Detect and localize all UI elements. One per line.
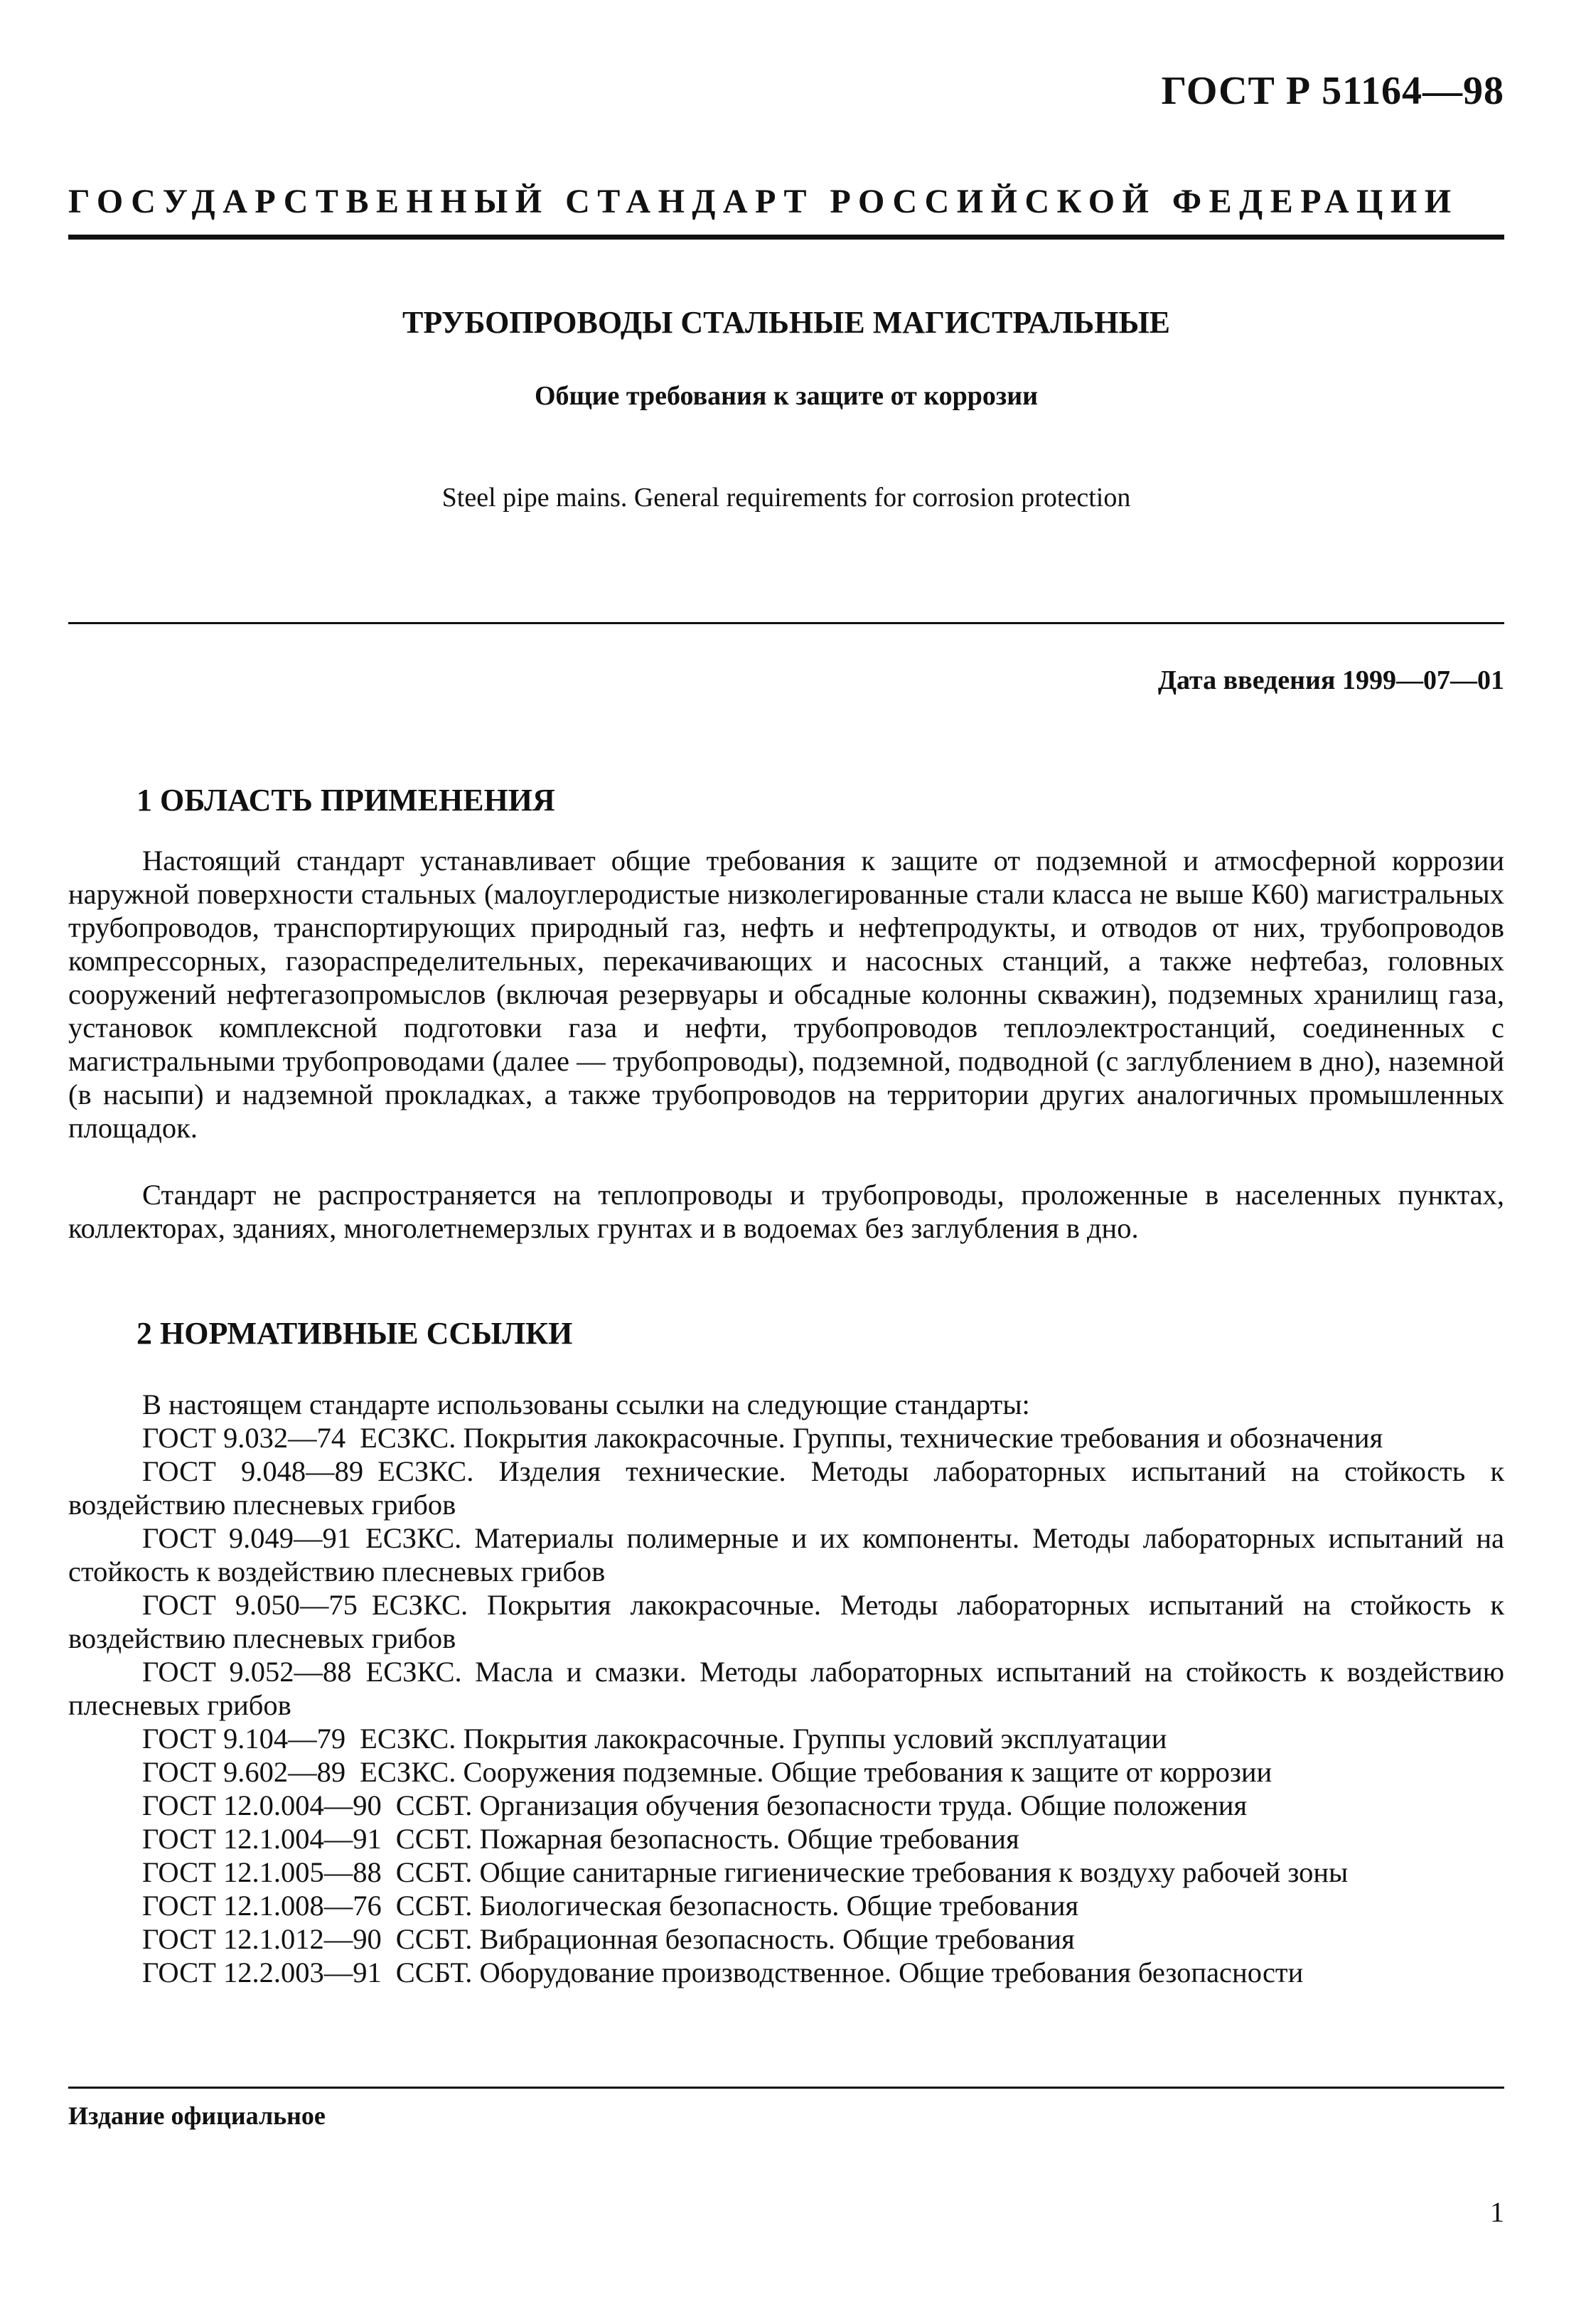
section-2-heading: 2 НОРМАТИВНЫЕ ССЫЛКИ [136, 1316, 573, 1351]
state-standard-header: ГОСУДАРСТВЕННЫЙ СТАНДАРТ РОССИЙСКОЙ ФЕДЕРАЦИИ [68, 183, 1459, 220]
reference-item: ГОСТ 12.1.008—76 ССБТ. Биологическая безопасность. Общие требования [142, 1890, 1079, 1922]
references-list [68, 1388, 1504, 1989]
edition-label: Издание официальное [68, 2101, 326, 2130]
introduction-date: Дата введения 1999—07—01 [1157, 665, 1504, 695]
header-divider [68, 235, 1504, 240]
document-title: ТРУБОПРОВОДЫ СТАЛЬНЫЕ МАГИСТРАЛЬНЫЕ [402, 305, 1171, 340]
reference-item: ГОСТ 12.1.012—90 ССБТ. Вибрационная безопасность. Общие требования [142, 1923, 1075, 1955]
reference-item: ГОСТ 12.2.003—91 ССБТ. Оборудование производственное. Общие требования безопасности [142, 1956, 1304, 1988]
reference-item: ГОСТ 9.104—79 ЕСЗКС. Покрытия лакокрасочные. Группы условий эксплуатации [142, 1723, 1167, 1755]
reference-item: ГОСТ 9.602—89 ЕСЗКС. Сооружения подземные. Общие требования к защите от коррозии [142, 1756, 1272, 1788]
reference-item: ГОСТ 9.049—91 ЕСЗКС. Материалы полимерные и их компоненты. Методы лабораторных испытаний на стойкость к воздействию плесневых грибов [68, 1522, 1504, 1587]
document-page [68, 0, 1504, 2324]
reference-item: ГОСТ 12.1.004—91 ССБТ. Пожарная безопасность. Общие требования [142, 1823, 1019, 1855]
reference-item: ГОСТ 9.032—74 ЕСЗКС. Покрытия лакокрасочные. Группы, технические требования и обозначения [142, 1422, 1383, 1454]
reference-item: ГОСТ 9.052—88 ЕСЗКС. Масла и смазки. Методы лабораторных испытаний на стойкость к воздействию плесневых грибов [68, 1656, 1504, 1721]
document-title-english: Steel pipe mains. General requirements for corrosion protection [441, 483, 1131, 513]
section-1-paragraph-1: Настоящий стандарт устанавливает общие требования к защите от подземной и атмосферной коррозии наружной поверхности стальных (малоуглеродистые низколегированные стали класса не выше К60) магистральных трубопроводов, транспортирующих природный газ, нефть и нефтепродукты, и отводов от них, трубопроводов компрессорных, газораспределительных, перекачивающих и насосных станций, а также нефтебаз, головных сооружений нефтегазопромыслов (включая резервуары и обсадные колонны скважин), подземных хранилищ газа, установок комплексной подготовки газа и нефти, трубопроводов теплоэлектростанций, соединенных с магистральными трубопроводами (далее — трубопроводы), подземной, подводной (с заглублением в дно), наземной (в насыпи) и надземной прокладках, а также трубопроводов на территории других аналогичных промышленных площадок. [68, 845, 1504, 1144]
title-divider [68, 622, 1504, 624]
references-lead: В настоящем стандарте использованы ссылки на следующие стандарты: [142, 1388, 1030, 1420]
reference-item: ГОСТ 12.1.005—88 ССБТ. Общие санитарные гигиенические требования к воздуху рабочей зоны [142, 1856, 1349, 1888]
section-1-heading: 1 ОБЛАСТЬ ПРИМЕНЕНИЯ [136, 783, 555, 818]
footer-divider [68, 2087, 1504, 2089]
page-number: 1 [1490, 2196, 1504, 2228]
reference-item: ГОСТ 9.050—75 ЕСЗКС. Покрытия лакокрасочные. Методы лабораторных испытаний на стойкость к воздействию плесневых грибов [68, 1589, 1505, 1654]
reference-item: ГОСТ 12.0.004—90 ССБТ. Организация обучения безопасности труда. Общие положения [142, 1789, 1248, 1821]
document-subtitle: Общие требования к защите от коррозии [534, 381, 1038, 411]
section-1-paragraph-2: Стандарт не распространяется на теплопроводы и трубопроводы, проложенные в населенных пунктах, коллекторах, зданиях, многолетнемерзлых грунтах и в водоемах без заглубления в дно. [68, 1179, 1504, 1244]
document-code: ГОСТ Р 51164—98 [1161, 69, 1504, 113]
reference-item: ГОСТ 9.048—89 ЕСЗКС. Изделия технические. Методы лабораторных испытаний на стойкость к воздействию плесневых грибов [68, 1455, 1504, 1521]
